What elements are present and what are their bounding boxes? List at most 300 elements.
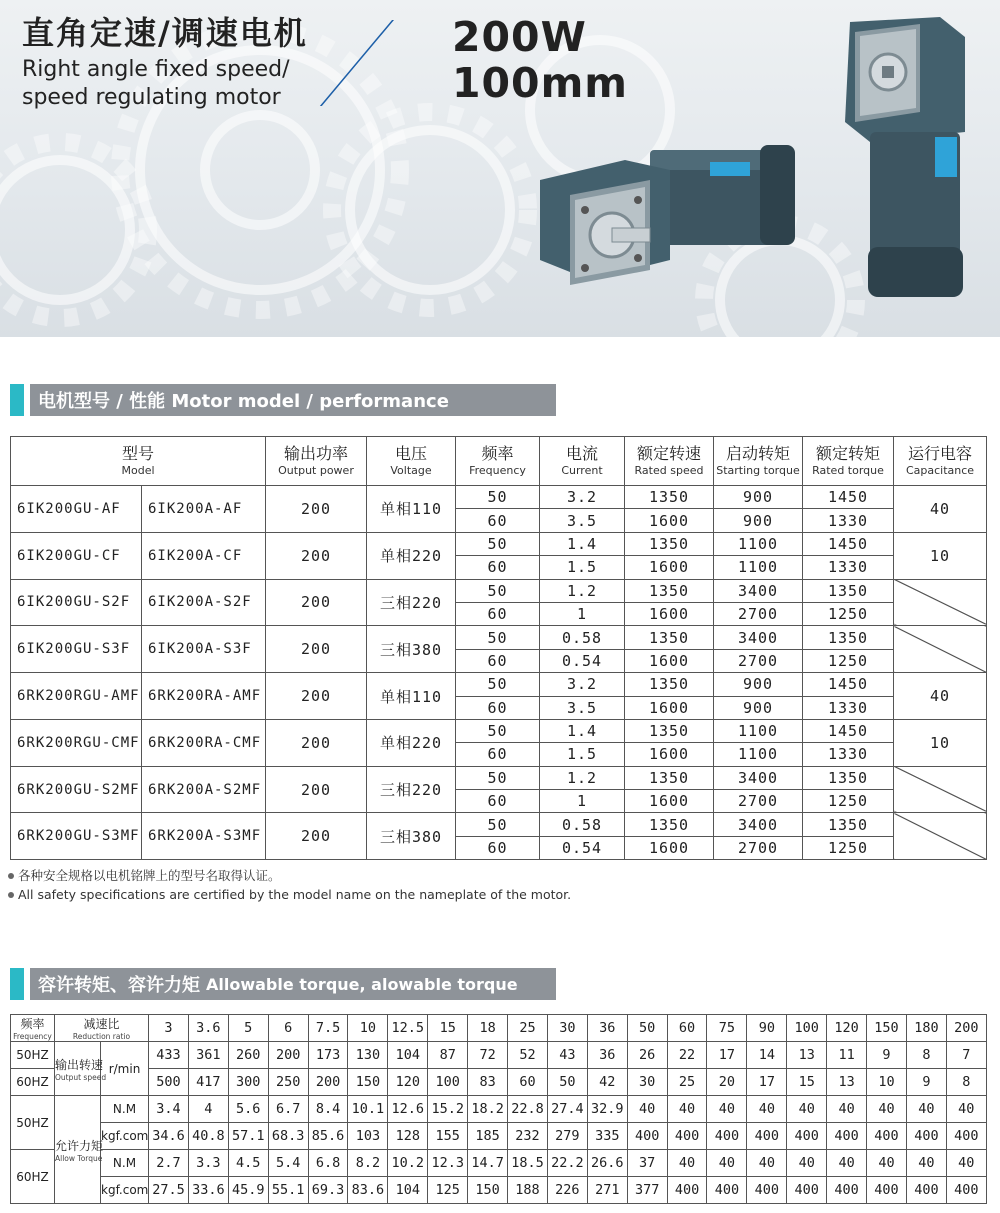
torque-value: 18.2: [468, 1096, 508, 1123]
hero-banner: [0, 0, 1000, 337]
speed-value: 200: [268, 1042, 308, 1069]
model-number-gu: 6IK200GU-CF: [11, 532, 142, 579]
column-header-cn: 型号: [121, 444, 154, 463]
rated-torque-cell: 1250: [803, 602, 894, 625]
note-cn: [8, 866, 571, 885]
speed-value: 25: [667, 1069, 707, 1096]
torque-kgf-row-50hz: [11, 1123, 987, 1150]
rated-speed-cell: 1600: [625, 696, 714, 719]
torque-value: 40: [827, 1150, 867, 1177]
speed-value: 26: [627, 1042, 667, 1069]
model-number-a: 6RK200RA-CMF: [142, 719, 266, 766]
speed-value: 260: [228, 1042, 268, 1069]
column-header-cn: 额定转速: [636, 444, 701, 463]
capacitance-cell: [894, 813, 987, 860]
rated-torque-cell: 1330: [803, 509, 894, 532]
voltage-cell: 三相380: [367, 813, 456, 860]
starting-torque-cell: 1100: [714, 556, 803, 579]
unit-rmin: r/min: [101, 1042, 149, 1096]
ratio-header-cn: 减速比: [83, 1017, 120, 1031]
frequency-header-cn: 频率: [20, 1017, 45, 1031]
frequency-cell: 50: [456, 626, 540, 649]
torque-value: 185: [468, 1123, 508, 1150]
section-title-en: Allowable torque, alowable torque: [206, 974, 518, 994]
speed-value: 7: [946, 1042, 986, 1069]
ratio-header-en: Reduction ratio: [72, 1032, 131, 1041]
current-cell: 1.5: [540, 743, 625, 766]
banner-title-cn: 直角定速/调速电机: [22, 14, 308, 52]
torque-value: 155: [428, 1123, 468, 1150]
rated-speed-cell: 1600: [625, 602, 714, 625]
table-row: [11, 626, 987, 649]
unit-kgf: kgf.com: [101, 1177, 149, 1204]
speed-value: 42: [587, 1069, 627, 1096]
rated-torque-cell: 1250: [803, 649, 894, 672]
section-accent-bar: [10, 968, 24, 1000]
ratio-value: 18: [468, 1015, 508, 1042]
torque-value: 15.2: [428, 1096, 468, 1123]
speed-value: 15: [787, 1069, 827, 1096]
column-header-cn: 运行电容: [907, 444, 972, 463]
torque-value: 37: [627, 1150, 667, 1177]
torque-value: 40: [867, 1096, 907, 1123]
column-header-cn: 频率: [481, 444, 514, 463]
rated-speed-cell: 1600: [625, 649, 714, 672]
speed-value: 14: [747, 1042, 787, 1069]
current-cell: 3.5: [540, 696, 625, 719]
ratio-value: 25: [508, 1015, 548, 1042]
torque-value: 26.6: [587, 1150, 627, 1177]
rated-speed-cell: 1350: [625, 486, 714, 509]
torque-value: 12.3: [428, 1150, 468, 1177]
output-speed-en: Output speed: [55, 1072, 107, 1082]
allow-torque-en: Allow Torque: [55, 1153, 103, 1163]
rated-speed-cell: 1600: [625, 743, 714, 766]
speed-value: 8: [946, 1069, 986, 1096]
voltage-cell: 三相220: [367, 579, 456, 626]
rated-speed-cell: 1600: [625, 556, 714, 579]
rated-speed-cell: 1600: [625, 509, 714, 532]
torque-value: 12.6: [388, 1096, 428, 1123]
current-cell: 1: [540, 790, 625, 813]
torque-value: 400: [747, 1177, 787, 1204]
certification-notes: [8, 866, 571, 904]
frequency-cell: 50: [456, 579, 540, 602]
ratio-value: 12.5: [388, 1015, 428, 1042]
torque-kgf-row-60hz: [11, 1177, 987, 1204]
table-row: [11, 719, 987, 742]
capacitance-cell: 40: [894, 673, 987, 720]
capacitance-cell: 10: [894, 719, 987, 766]
output-power-cell: 200: [266, 579, 367, 626]
model-number-gu: 6RK200RGU-AMF: [11, 673, 142, 720]
frequency-header: [11, 1015, 55, 1042]
speed-value: 8: [906, 1042, 946, 1069]
column-header-en: Voltage: [390, 464, 432, 477]
torque-value: 27.5: [149, 1177, 189, 1204]
rated-speed-cell: 1350: [625, 673, 714, 696]
ratio-value: 150: [867, 1015, 907, 1042]
torque-value: 335: [587, 1123, 627, 1150]
current-cell: 0.58: [540, 626, 625, 649]
starting-torque-cell: 2700: [714, 602, 803, 625]
column-header-en: Frequency: [469, 464, 526, 477]
allow-torque-label: [55, 1096, 104, 1204]
column-header-cn: 输出功率: [283, 444, 348, 463]
speed-value: 104: [388, 1042, 428, 1069]
speed-value: 300: [228, 1069, 268, 1096]
speed-value: 30: [627, 1069, 667, 1096]
model-number-a: 6IK200A-CF: [142, 532, 266, 579]
unit-nm: N.M: [101, 1096, 149, 1123]
torque-value: 40: [627, 1096, 667, 1123]
torque-value: 40: [747, 1150, 787, 1177]
capacitance-cell: 10: [894, 532, 987, 579]
table-row: [11, 813, 987, 836]
torque-value: 14.7: [468, 1150, 508, 1177]
ratio-value: 15: [428, 1015, 468, 1042]
column-header-en: Capacitance: [905, 464, 975, 477]
current-cell: 1.4: [540, 719, 625, 742]
model-number-gu: 6RK200GU-S2MF: [11, 766, 142, 813]
column-header-cn: 电压: [394, 444, 427, 463]
frequency-cell: 60: [456, 649, 540, 672]
frequency-label-50hz: 50HZ: [11, 1042, 55, 1069]
speed-value: 173: [308, 1042, 348, 1069]
speed-value: 52: [508, 1042, 548, 1069]
current-cell: 0.54: [540, 836, 625, 859]
speed-value: 60: [508, 1069, 548, 1096]
column-header: [456, 437, 540, 486]
rated-speed-cell: 1350: [625, 766, 714, 789]
torque-value: 6.7: [268, 1096, 308, 1123]
torque-value: 5.6: [228, 1096, 268, 1123]
torque-value: 150: [468, 1177, 508, 1204]
voltage-cell: 单相110: [367, 673, 456, 720]
torque-value: 8.4: [308, 1096, 348, 1123]
torque-value: 226: [547, 1177, 587, 1204]
model-number-gu: 6IK200GU-S3F: [11, 626, 142, 673]
note-en-text: All safety specifications are certified by the model name on the nameplate of the motor.: [18, 887, 572, 902]
rated-speed-cell: 1350: [625, 626, 714, 649]
speed-value: 87: [428, 1042, 468, 1069]
speed-value: 22: [667, 1042, 707, 1069]
torque-value: 57.1: [228, 1123, 268, 1150]
speed-value: 50: [547, 1069, 587, 1096]
torque-value: 400: [787, 1177, 827, 1204]
table-row: [11, 486, 987, 509]
output-power-cell: 200: [266, 813, 367, 860]
starting-torque-cell: 1100: [714, 532, 803, 555]
voltage-cell: 单相110: [367, 486, 456, 533]
voltage-cell: 三相220: [367, 766, 456, 813]
banner-title-en: [22, 56, 290, 112]
torque-value: 400: [867, 1123, 907, 1150]
starting-torque-cell: 3400: [714, 626, 803, 649]
voltage-cell: 单相220: [367, 719, 456, 766]
speed-value: 361: [188, 1042, 228, 1069]
allow-torque-cn: 允许力矩: [55, 1138, 104, 1153]
torque-value: 40: [906, 1096, 946, 1123]
table-row: [11, 673, 987, 696]
rated-speed-cell: 1600: [625, 790, 714, 813]
torque-value: 22.2: [547, 1150, 587, 1177]
capacitance-cell: [894, 579, 987, 626]
model-number-gu: 6IK200GU-AF: [11, 486, 142, 533]
torque-value: 400: [827, 1177, 867, 1204]
starting-torque-cell: 900: [714, 486, 803, 509]
model-number-a: 6IK200A-S2F: [142, 579, 266, 626]
column-header-en: Output power: [278, 464, 354, 477]
model-number-a: 6RK200A-S3MF: [142, 813, 266, 860]
torque-value: 128: [388, 1123, 428, 1150]
speed-value: 417: [188, 1069, 228, 1096]
rated-speed-cell: 1350: [625, 579, 714, 602]
frequency-label-60hz: 60HZ: [11, 1069, 55, 1096]
column-header-en: Model: [121, 464, 155, 477]
torque-value: 40.8: [188, 1123, 228, 1150]
model-number-a: 6IK200A-S3F: [142, 626, 266, 673]
torque-value: 377: [627, 1177, 667, 1204]
torque-value: 40: [667, 1096, 707, 1123]
ratio-value: 3: [149, 1015, 189, 1042]
starting-torque-cell: 900: [714, 509, 803, 532]
rated-speed-cell: 1350: [625, 532, 714, 555]
speed-value: 150: [348, 1069, 388, 1096]
torque-value: 40: [787, 1096, 827, 1123]
torque-value: 400: [946, 1177, 986, 1204]
torque-value: 103: [348, 1123, 388, 1150]
note-en: [8, 885, 571, 904]
section-title-cn: 容许转矩、容许力矩: [38, 975, 200, 996]
torque-value: 8.2: [348, 1150, 388, 1177]
unit-kgf: kgf.com: [101, 1123, 149, 1150]
note-cn-text: 各种安全规格以电机铭牌上的型号名取得认证。: [18, 868, 281, 883]
output-power-cell: 200: [266, 626, 367, 673]
torque-value: 3.4: [149, 1096, 189, 1123]
starting-torque-cell: 2700: [714, 790, 803, 813]
section-title: 电机型号 / 性能 Motor model / performance: [30, 384, 556, 416]
rated-torque-cell: 1330: [803, 696, 894, 719]
torque-value: 32.9: [587, 1096, 627, 1123]
torque-value: 40: [667, 1150, 707, 1177]
torque-value: 40: [906, 1150, 946, 1177]
section-header-motor-model: [10, 384, 556, 416]
frequency-cell: 50: [456, 813, 540, 836]
rated-torque-cell: 1450: [803, 532, 894, 555]
torque-value: 40: [707, 1096, 747, 1123]
torque-value: 400: [906, 1177, 946, 1204]
output-speed-label: [55, 1042, 107, 1096]
ratio-header: [55, 1015, 149, 1042]
ratio-value: 36: [587, 1015, 627, 1042]
starting-torque-cell: 900: [714, 696, 803, 719]
torque-value: 18.5: [508, 1150, 548, 1177]
column-header: [540, 437, 625, 486]
ratio-value: 10: [348, 1015, 388, 1042]
bullet-icon: [8, 892, 14, 898]
torque-value: 69.3: [308, 1177, 348, 1204]
starting-torque-cell: 3400: [714, 579, 803, 602]
column-header-en: Rated torque: [812, 464, 884, 477]
starting-torque-cell: 3400: [714, 766, 803, 789]
starting-torque-cell: 1100: [714, 743, 803, 766]
rated-torque-cell: 1330: [803, 556, 894, 579]
torque-value: 232: [508, 1123, 548, 1150]
frequency-cell: 60: [456, 602, 540, 625]
model-number-gu: 6IK200GU-S2F: [11, 579, 142, 626]
speed-value: 100: [428, 1069, 468, 1096]
table-header-row: [11, 437, 987, 486]
bullet-icon: [8, 873, 14, 879]
ratio-value: 30: [547, 1015, 587, 1042]
frequency-cell: 50: [456, 766, 540, 789]
ratio-value: 180: [906, 1015, 946, 1042]
torque-value: 400: [906, 1123, 946, 1150]
speed-value: 20: [707, 1069, 747, 1096]
ratio-value: 7.5: [308, 1015, 348, 1042]
torque-value: 40: [707, 1150, 747, 1177]
speed-value: 11: [827, 1042, 867, 1069]
frequency-label-50hz: 50HZ: [11, 1096, 55, 1150]
frequency-cell: 50: [456, 673, 540, 696]
current-cell: 1.2: [540, 579, 625, 602]
rated-torque-cell: 1350: [803, 579, 894, 602]
rated-torque-cell: 1450: [803, 719, 894, 742]
table-row: [11, 532, 987, 555]
current-cell: 1.2: [540, 766, 625, 789]
torque-value: 279: [547, 1123, 587, 1150]
current-cell: 1: [540, 602, 625, 625]
torque-value: 40: [827, 1096, 867, 1123]
frequency-cell: 60: [456, 509, 540, 532]
rated-speed-cell: 1350: [625, 813, 714, 836]
voltage-cell: 单相220: [367, 532, 456, 579]
torque-value: 55.1: [268, 1177, 308, 1204]
capacitance-cell: [894, 766, 987, 813]
starting-torque-cell: 2700: [714, 836, 803, 859]
ratio-value: 200: [946, 1015, 986, 1042]
frequency-cell: 50: [456, 532, 540, 555]
torque-nm-row-50hz: [11, 1096, 987, 1123]
speed-value: 13: [787, 1042, 827, 1069]
voltage-cell: 三相380: [367, 626, 456, 673]
torque-value: 34.6: [149, 1123, 189, 1150]
torque-value: 271: [587, 1177, 627, 1204]
column-header-en: Current: [561, 464, 603, 477]
speed-value: 130: [348, 1042, 388, 1069]
ratio-value: 60: [667, 1015, 707, 1042]
starting-torque-cell: 2700: [714, 649, 803, 672]
speed-value: 120: [388, 1069, 428, 1096]
model-number-gu: 6RK200RGU-CMF: [11, 719, 142, 766]
torque-value: 2.7: [149, 1150, 189, 1177]
output-speed-row-50hz: [11, 1042, 987, 1069]
output-power-cell: 200: [266, 673, 367, 720]
column-header-en: Rated speed: [634, 464, 704, 477]
allowable-torque-table: [10, 1014, 987, 1204]
speed-value: 17: [747, 1069, 787, 1096]
current-cell: 0.58: [540, 813, 625, 836]
torque-value: 188: [508, 1177, 548, 1204]
section-title: [30, 968, 556, 1000]
output-speed-row-60hz: [11, 1069, 987, 1096]
torque-value: 400: [787, 1123, 827, 1150]
ratio-header-row: [11, 1015, 987, 1042]
torque-value: 4: [188, 1096, 228, 1123]
rated-torque-cell: 1330: [803, 743, 894, 766]
current-cell: 3.2: [540, 673, 625, 696]
ratio-value: 90: [747, 1015, 787, 1042]
torque-value: 40: [787, 1150, 827, 1177]
torque-value: 68.3: [268, 1123, 308, 1150]
output-speed-cn: 输出转速: [55, 1057, 104, 1072]
torque-value: 40: [867, 1150, 907, 1177]
rated-torque-cell: 1250: [803, 790, 894, 813]
torque-value: 400: [707, 1177, 747, 1204]
speed-value: 433: [149, 1042, 189, 1069]
horizontal-motor-image: [530, 140, 800, 300]
column-header: [625, 437, 714, 486]
column-header: [894, 437, 987, 486]
torque-value: 27.4: [547, 1096, 587, 1123]
torque-value: 400: [946, 1123, 986, 1150]
column-header-cn: 电流: [565, 444, 598, 463]
torque-value: 400: [827, 1123, 867, 1150]
frequency-cell: 60: [456, 743, 540, 766]
torque-value: 400: [667, 1123, 707, 1150]
section-header-allowable-torque: [10, 968, 556, 1000]
torque-value: 85.6: [308, 1123, 348, 1150]
speed-value: 10: [867, 1069, 907, 1096]
section-accent-bar: [10, 384, 24, 416]
motor-model-table: [10, 436, 987, 860]
capacitance-cell: 40: [894, 486, 987, 533]
current-cell: 3.2: [540, 486, 625, 509]
speed-value: 43: [547, 1042, 587, 1069]
ratio-value: 75: [707, 1015, 747, 1042]
starting-torque-cell: 900: [714, 673, 803, 696]
output-power-cell: 200: [266, 486, 367, 533]
speed-value: 250: [268, 1069, 308, 1096]
ratio-value: 5: [228, 1015, 268, 1042]
speed-value: 200: [308, 1069, 348, 1096]
vertical-motor-image: [840, 12, 970, 302]
torque-value: 104: [388, 1177, 428, 1204]
torque-value: 400: [867, 1177, 907, 1204]
output-power-cell: 200: [266, 532, 367, 579]
frequency-header-en: Frequency: [13, 1032, 52, 1041]
speed-value: 83: [468, 1069, 508, 1096]
rated-torque-cell: 1350: [803, 766, 894, 789]
torque-value: 40: [747, 1096, 787, 1123]
table-row: [11, 579, 987, 602]
column-header: [266, 437, 367, 486]
speed-value: 36: [587, 1042, 627, 1069]
torque-value: 83.6: [348, 1177, 388, 1204]
ratio-value: 120: [827, 1015, 867, 1042]
rated-speed-cell: 1350: [625, 719, 714, 742]
speed-value: 500: [149, 1069, 189, 1096]
speed-value: 13: [827, 1069, 867, 1096]
banner-title-en-line2: speed regulating motor: [22, 85, 281, 110]
rated-torque-cell: 1450: [803, 486, 894, 509]
frequency-cell: 60: [456, 696, 540, 719]
unit-nm: N.M: [101, 1150, 149, 1177]
current-cell: 1.4: [540, 532, 625, 555]
frequency-cell: 60: [456, 556, 540, 579]
torque-value: 400: [667, 1177, 707, 1204]
